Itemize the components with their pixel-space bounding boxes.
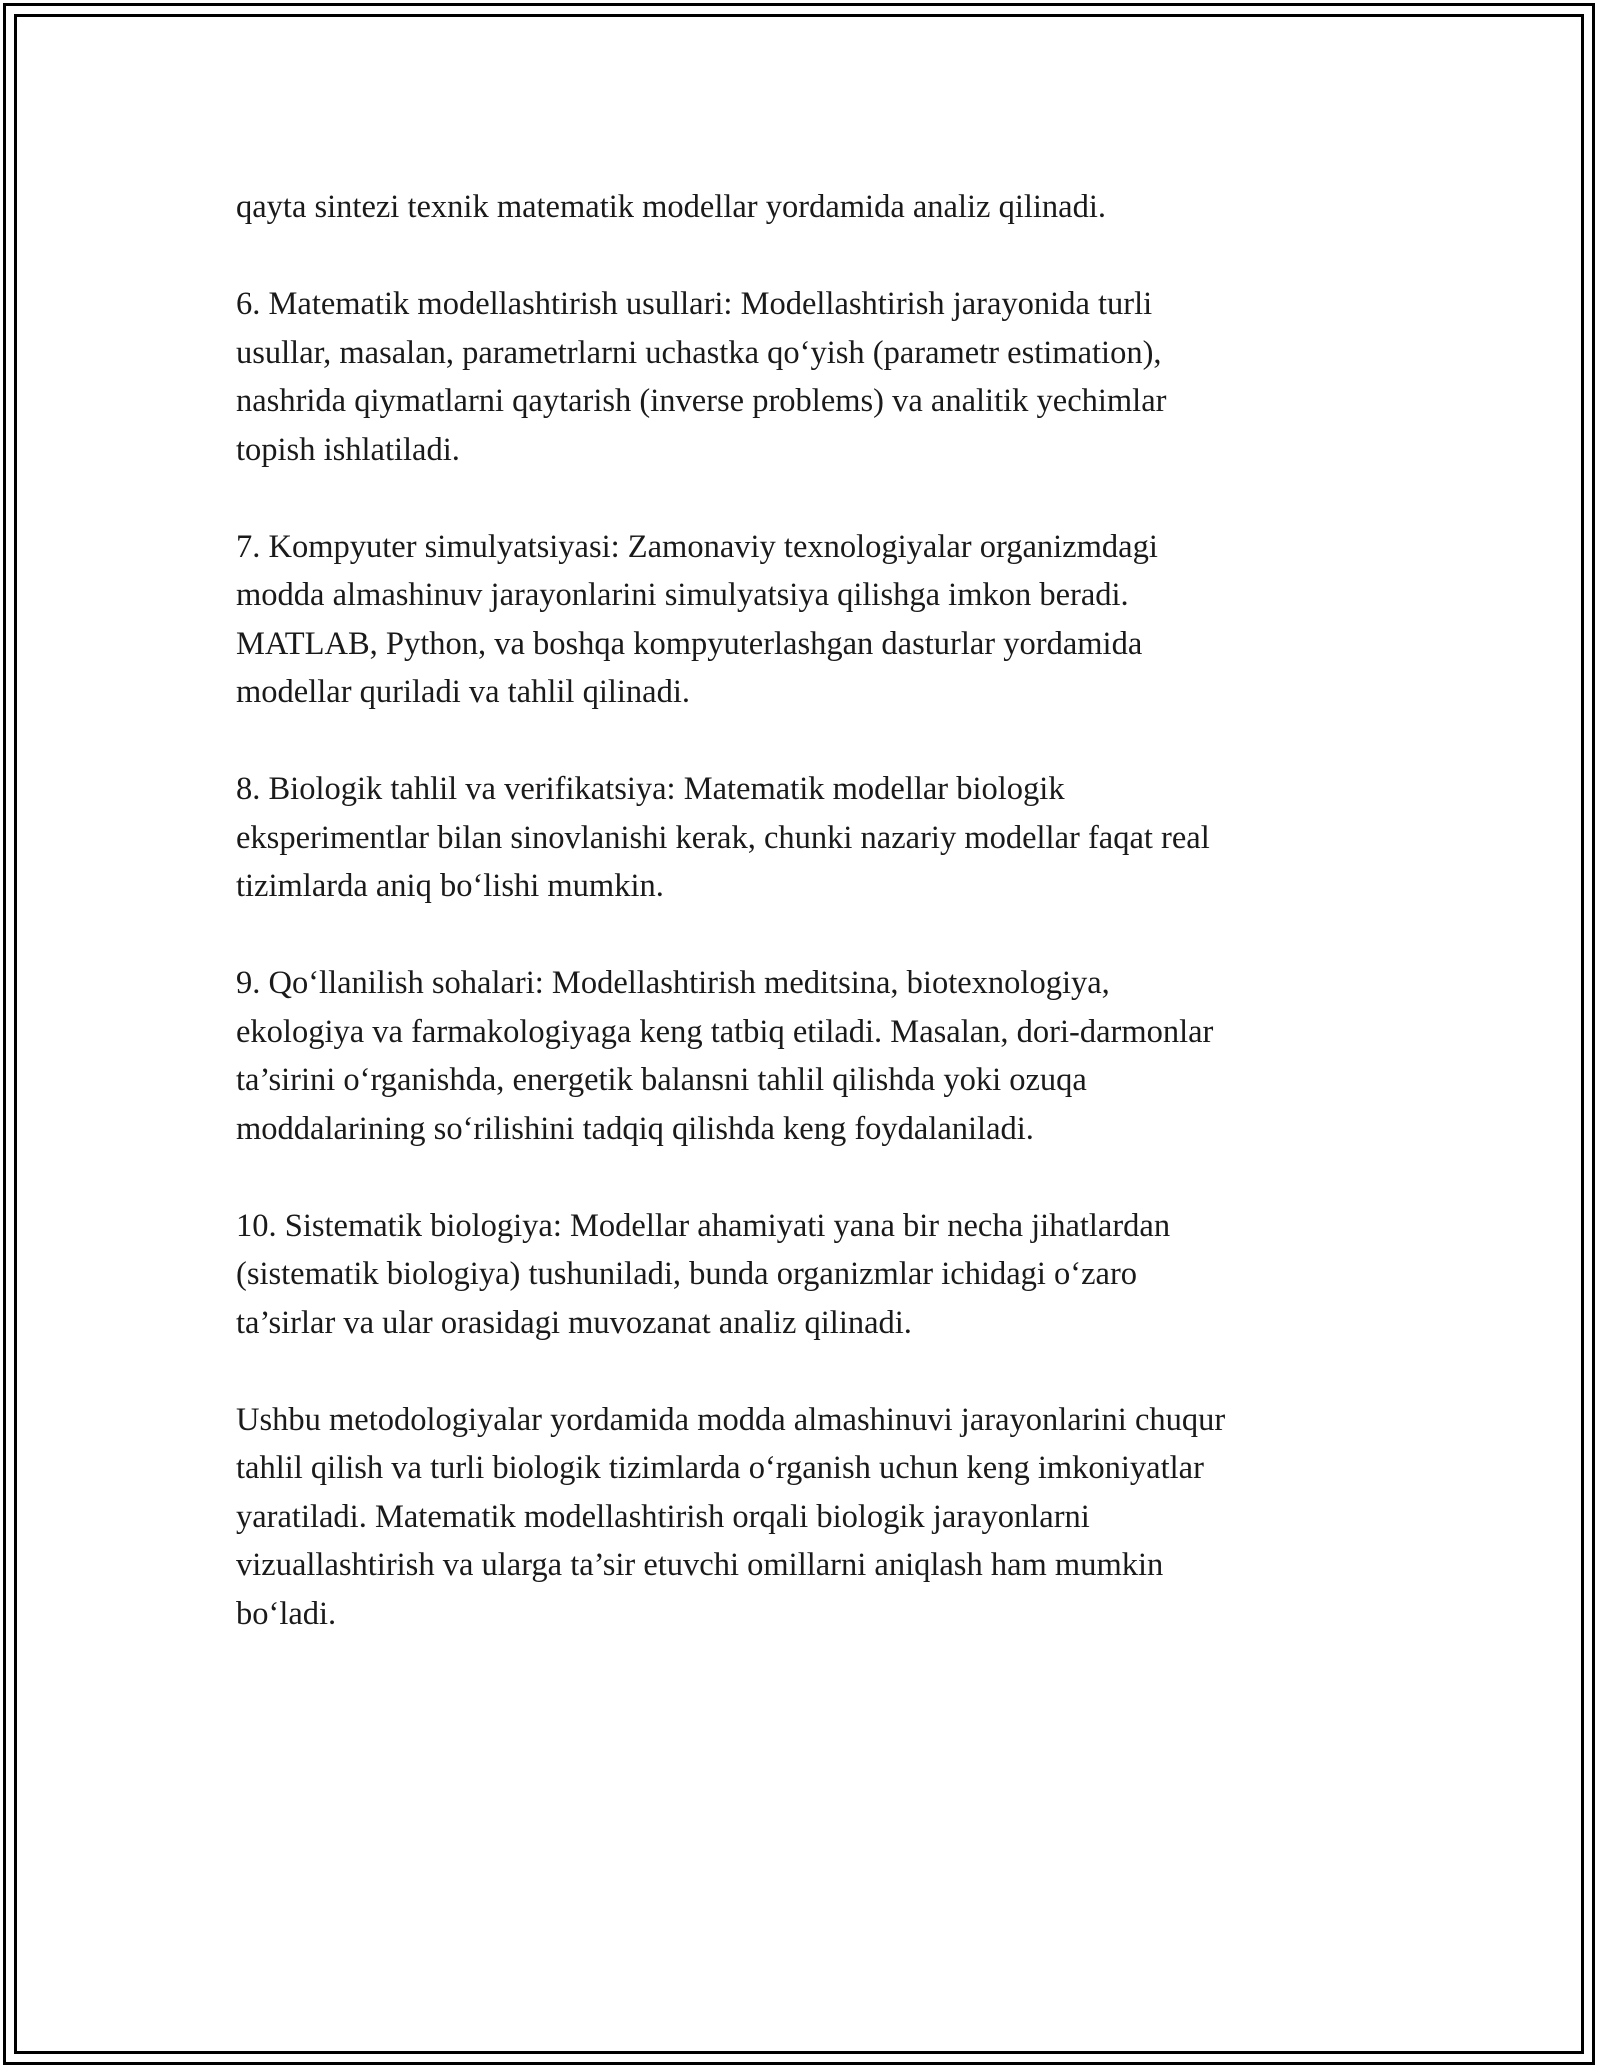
paragraph-item-7: 7. Kompyuter simulyatsiyasi: Zamonaviy texnologiyalar organizmdagi modda almashinuv jarayonlarini simulyatsiya qilishga imkon beradi. MATLAB, Python, va boshqa kompyuterlashgan dasturlar yordamida modellar quriladi va tahlil qilinadi. (236, 528, 1158, 710)
paragraph-item-8: 8. Biologik tahlil va verifikatsiya: Matematik modellar biologik eksperimentlar bilan sinovlanishi kerak, chunki nazariy modellar faqat real tizimlarda aniq bo‘lishi mumkin. (236, 771, 1210, 904)
document-body (236, 183, 1416, 1638)
paragraph-item-9: 9. Qo‘llanilish sohalari: Modellashtirish meditsina, biotexnologiya, ekologiya va farmakologiyaga keng tatbiq etiladi. Masalan, dori-darmonlar ta’sirini o‘rganishda, energetik balansni tahlil qilishda yoki ozuqa moddalarining so‘rilishini tadqiq qilishda keng foydalaniladi. (236, 965, 1214, 1147)
paragraph-item-10: 10. Sistematik biologiya: Modellar ahamiyati yana bir necha jihatlardan (sistematik biologiya) tushuniladi, bunda organizmlar ichidagi o‘zaro ta’sirlar va ular orasidagi muvozanat analiz qilinadi. (236, 1207, 1171, 1341)
paragraph-conclusion: Ushbu metodologiyalar yordamida modda almashinuvi jarayonlarini chuqur tahlil qilish va turli biologik tizimlarda o‘rganish uchun keng imkoniyatlar yaratiladi. Matematik modellashtirish orqali biologik jarayonlarni vizuallashtirish va ularga ta’sir etuvchi omillarni aniqlash ham mumkin bo‘ladi. (236, 1401, 1226, 1632)
paragraph-continuation: qayta sintezi texnik matematik modellar yordamida analiz qilinadi. (236, 189, 1106, 225)
paragraph-item-6: 6. Matematik modellashtirish usullari: Modellashtirish jarayonida turli usullar, masalan, parametrlarni uchastka qo‘yish (parametr estimation), nashrida qiymatlarni qaytarish (inverse problems) va analitik yechimlar topish ishlatiladi. (236, 286, 1167, 468)
